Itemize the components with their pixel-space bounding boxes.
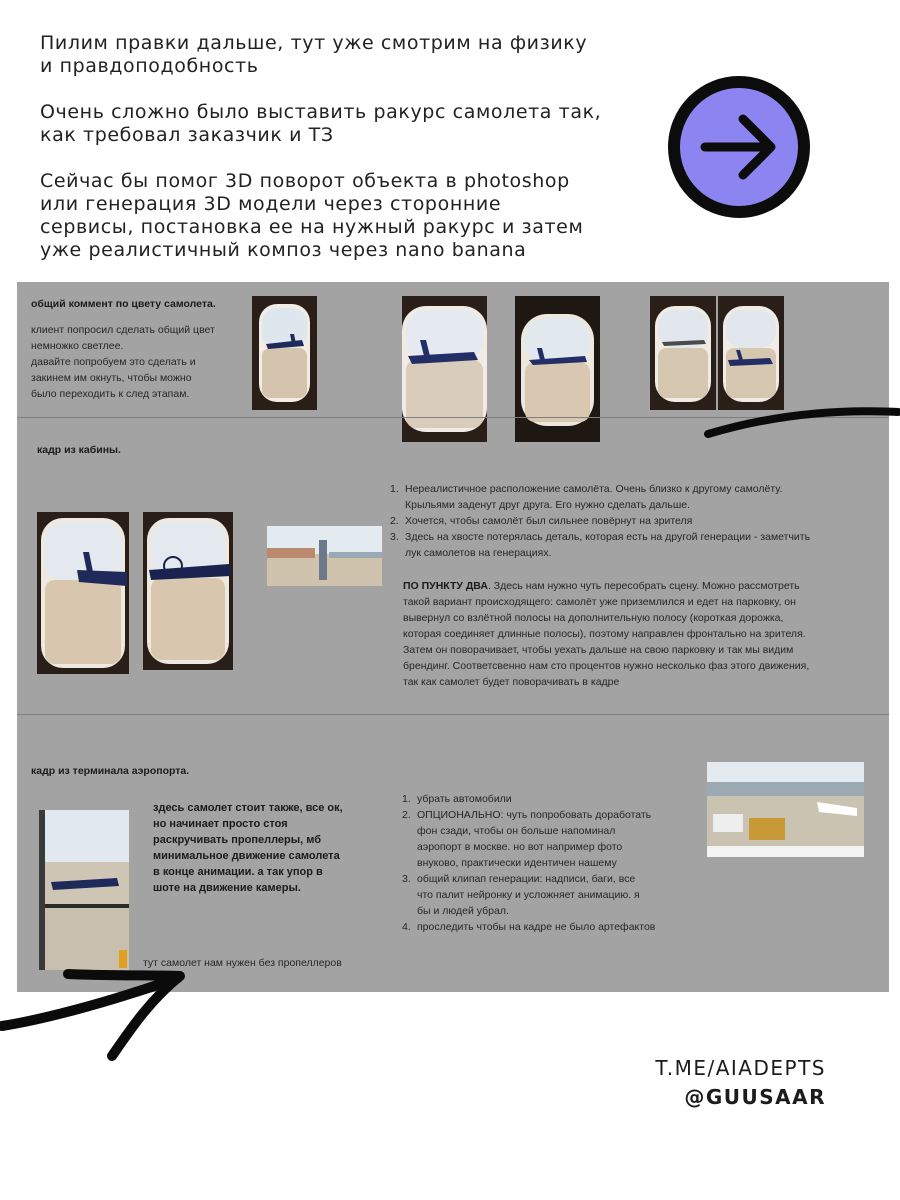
- paragraph-body: . Здесь нам нужно чуть пересобрать сцену. Можно рассмотреть такой вариант происходящего: самолёт уже приземлился и едет на парковку, он вывернул со взлётной полосы на дополнительную полосу (короткая дорожка, которая соединяет длинные полосы), поэтому направлен фронтально на зрителя. Затем он поворачивает, чтобы уехать дальше на свою парковку и так мы видим брендинг. Соответсвенно нам сто процентов нужно несколько фаз этого движения, так как самолет будет поворачивать в кадре: [403, 580, 810, 688]
- intro-paragraph: Сейчас бы помог 3D поворот объекта в photoshop или генерация 3D модели через сторонние сервисы, постановка ее на нужный ракурс и затем уже реалистичный композ через nano banana: [40, 170, 584, 261]
- arrow-right-icon: [699, 107, 779, 187]
- list-item: 4. проследить чтобы на кадре не было артефактов: [402, 921, 656, 933]
- terminal-caption: тут самолет нам нужен без пропеллеров: [143, 957, 342, 969]
- terminal-note: здесь самолет стоит также, все ок, но начинает просто стоя раскручивать пропеллеры, мб минимальное движение самолета в конце анимации. а так упор в шоте на движение камеры.: [153, 802, 343, 894]
- terminal-photo: [39, 810, 129, 970]
- next-button[interactable]: [668, 76, 810, 218]
- window-frame-image: [252, 296, 317, 410]
- window-frame-image: [37, 512, 129, 674]
- intro-paragraph: Пилим правки дальше, тут уже смотрим на физику и правдоподобность: [40, 32, 588, 77]
- terminal-tasks-list: [402, 791, 702, 935]
- list-item: 1. убрать автомобили: [402, 793, 512, 805]
- list-item: 2. ОПЦИОНАЛЬНО: чуть попробовать доработать фон сзади, чтобы он больше напоминал аэропорт в москве. но вот например фото внуково, практически идентичен нашему: [402, 809, 652, 869]
- section-divider: [17, 417, 889, 418]
- intro-text: [40, 32, 640, 262]
- airport-photo: [267, 526, 382, 586]
- paragraph-lead: ПО ПУНКТУ ДВА: [403, 580, 488, 592]
- vnukovo-photo: [707, 762, 864, 857]
- section-title-color: общий коммент по цвету самолета.: [31, 298, 216, 310]
- review-board: [17, 282, 889, 992]
- list-item: 3. Здесь на хвосте потерялась деталь, которая есть на другой генерации - заметчить лук самолетов на генерациях.: [390, 531, 811, 559]
- cabin-issues-list: [390, 481, 870, 561]
- list-item: 1. Нереалистичное расположение самолёта. Очень близко к другому самолёту. Крыльями заденут друг друга. Его нужно сделать дальше.: [390, 483, 783, 511]
- cabin-paragraph: [403, 578, 883, 690]
- section-title-terminal: кадр из терминала аэропорта.: [31, 765, 190, 777]
- window-frame-image: [718, 296, 784, 410]
- list-item: 2. Хочется, чтобы самолёт был сильнее повёрнут на зрителя: [390, 515, 693, 527]
- window-frame-image: [650, 296, 716, 410]
- window-frame-image: [402, 296, 487, 442]
- window-frame-image: [143, 512, 233, 670]
- channel-link[interactable]: T.ME/AIADEPTS: [655, 1056, 826, 1080]
- color-note: клиент попросил сделать общий цвет немножко светлее. давайте попробуем это сделать и закинем им окнуть, чтобы можно было переходить к след этапам.: [31, 324, 215, 400]
- list-item: 3. общий клипап генерации: надписи, баги, все что палит нейронку и усложняет анимацию. я бы и людей убрал.: [402, 873, 640, 917]
- author-handle[interactable]: @GUUSAAR: [684, 1085, 826, 1109]
- section-title-cabin: кадр из кабины.: [37, 444, 121, 456]
- window-frame-image: [515, 296, 600, 442]
- section-divider: [17, 714, 889, 715]
- intro-paragraph: Очень сложно было выставить ракурс самолета так, как требовал заказчик и ТЗ: [40, 101, 602, 146]
